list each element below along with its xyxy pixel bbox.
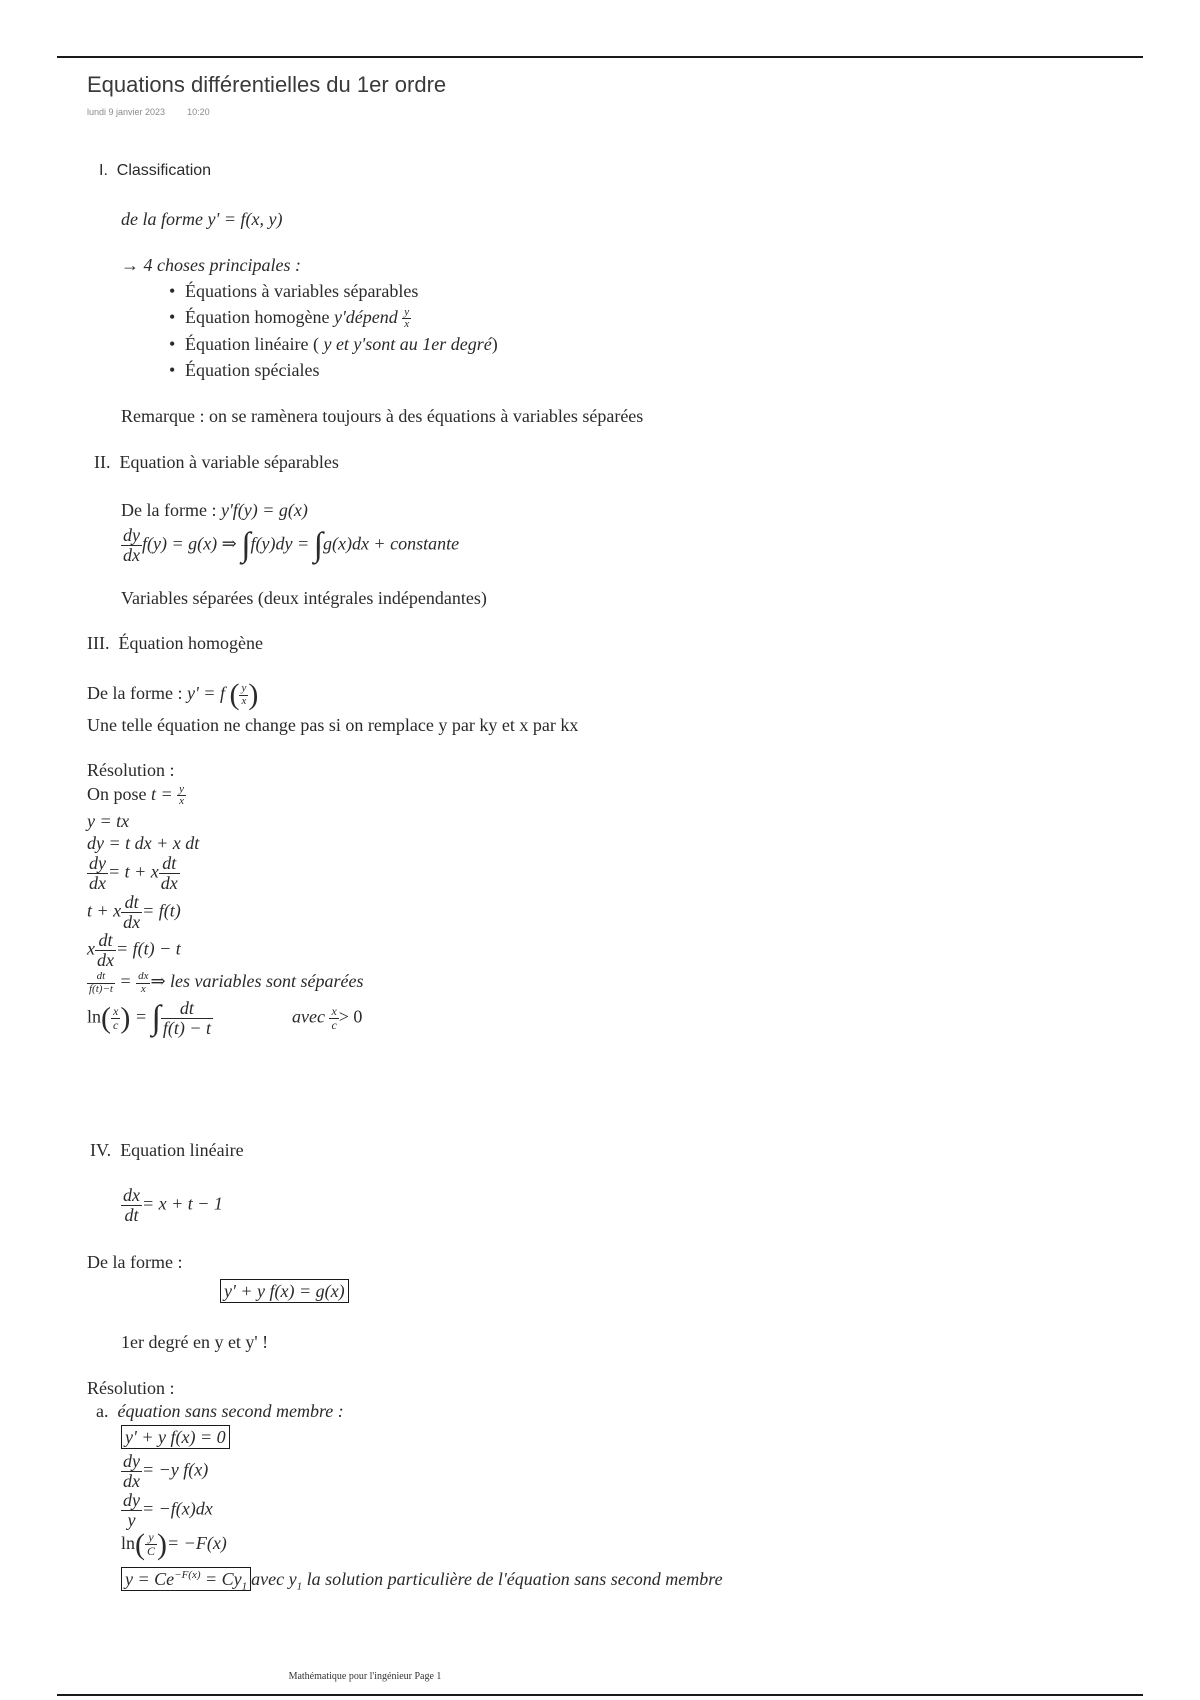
sec1-remark: Remarque : on se ramènera toujours à des équations à variables séparées	[121, 406, 644, 426]
sec3-form: De la forme : y' = f ( $\frac{y}{x}$ )	[87, 678, 259, 711]
page-meta	[87, 107, 210, 117]
section-2-heading: II. Equation à variable séparables	[94, 452, 339, 472]
sec4-a-steps: y' + y f(x) = 0 $\frac{dy}{dx}$ = −y f(x) $\frac{dy}{y}$ = −f(x)dx ln( $\frac{y}{C}$ )= −F(x) $y = Ce^{-F(x)} = Cy_1$ avec $y_1$ la solution particulière de l'équation sans second membre	[121, 1427, 723, 1593]
sec4-boxed-form: y' + y f(x) = g(x)	[220, 1280, 349, 1302]
page-date: lundi 9 janvier 2023	[87, 107, 166, 117]
section-1-heading: I. Classification	[99, 162, 212, 179]
top-rule	[57, 56, 1143, 58]
section-3-heading: III. Équation homogène	[87, 633, 263, 653]
list-item: • Équation spéciales	[185, 357, 498, 383]
sec4-form-prefix: De la forme :	[87, 1252, 183, 1272]
list-item: • Équation linéaire ( y et y'sont au 1er degré)	[185, 331, 498, 357]
sec2-form: De la forme : y'f(y) = g(x)	[121, 500, 308, 520]
sec2-equation: $\frac{dy}{dx}$ f(y) = g(x) ⇒ ∫f(y)dy = ∫g(x)dx + constante	[123, 525, 460, 565]
sec4-example: $\frac{dx}{dt}$ = x + t − 1	[123, 1185, 223, 1225]
sec1-choices-intro: → 4 choses principales :	[121, 255, 301, 275]
list-item: • Équation homogène y'dépend $\frac{y}{x}$	[185, 304, 498, 331]
page-title: Equations différentielles du 1er ordre	[87, 72, 447, 97]
section-4-heading: IV. Equation linéaire	[90, 1140, 244, 1160]
page-time: 10:20	[187, 107, 210, 117]
sec4-resolution: Résolution :	[87, 1378, 175, 1398]
sec4-sub-a: a. équation sans second membre :	[96, 1401, 344, 1421]
sec2-note: Variables séparées (deux intégrales indépendantes)	[121, 588, 487, 608]
sec3-resolution: Résolution : On pose t = $\frac{y}{x}$ y = tx dy = t dx + x dt $\frac{dy}{dx}$ = t + x $\frac{dt}{dx}$ t + x $\frac{dt}{dx}$ = f(t) x $\frac{dt}{dx}$ = f(t) − t $\frac{dt}{f(t)-t}$ = $\frac{dx}{x}$ ⇒ les variables sont séparées ln( $\frac{x}{c}$ ) = ∫ $\frac{dt}{f(t) - t}$ avec $\frac{x}{c}$ > 0	[87, 760, 364, 1039]
sec3-invariance: Une telle équation ne change pas si on remplace y par ky et x par kx	[87, 715, 579, 735]
sec1-bullet-list	[121, 278, 498, 383]
page-footer: Mathématique pour l'ingénieur Page 1	[288, 1671, 442, 1682]
bottom-rule	[57, 1694, 1143, 1696]
list-item: • Équations à variables séparables	[185, 278, 498, 304]
sec4-degree-note: 1er degré en y et y' !	[121, 1332, 269, 1352]
sec1-form-line: de la forme y' = f(x, y)	[121, 209, 283, 229]
sec1-choices	[121, 254, 498, 383]
